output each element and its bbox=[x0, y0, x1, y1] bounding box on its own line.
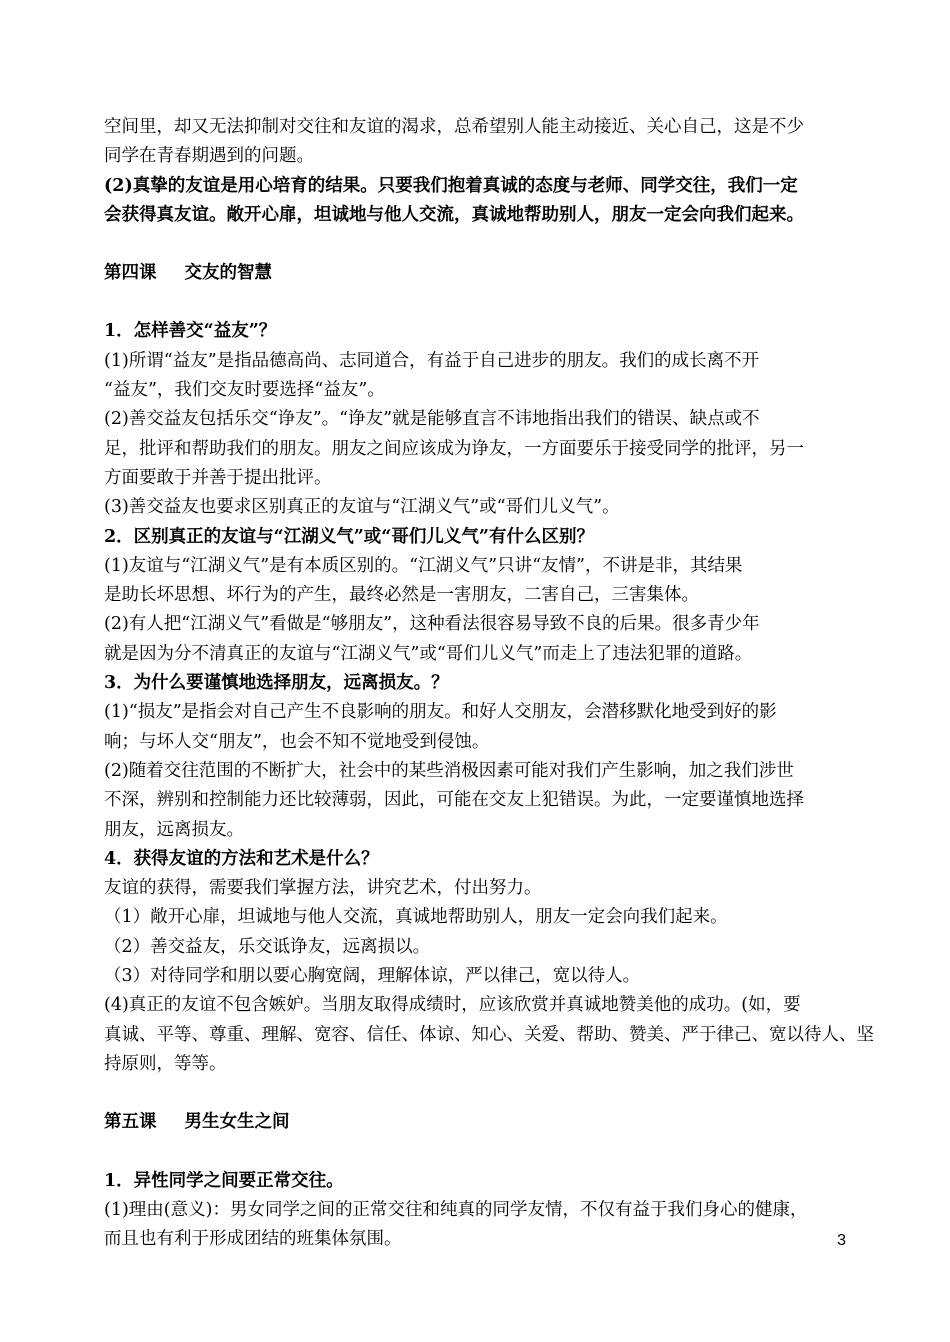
question-heading: 4．获得友谊的方法和艺术是什么？ bbox=[104, 848, 379, 869]
lesson4-q1 bbox=[104, 317, 850, 522]
question-heading: 1．异性同学之间要正常交往。 bbox=[104, 1170, 344, 1191]
lesson-number: 第五课 bbox=[104, 1112, 157, 1133]
lesson4-q4 bbox=[104, 845, 874, 1079]
text-line: 方面要敢于并善于提出批评。 bbox=[104, 467, 332, 488]
question-heading: 3．为什么要谨慎地选择朋友，远离损友。？ bbox=[104, 673, 449, 694]
intro-paragraph bbox=[104, 113, 850, 230]
question-heading: 1．怎样善交“益友”？ bbox=[104, 321, 277, 342]
lesson4-q2 bbox=[104, 523, 850, 669]
text-line: 响；与坏人交“朋友”，也会不知不觉地受到侵蚀。 bbox=[104, 731, 490, 752]
lesson4-title bbox=[104, 259, 850, 288]
text-line: 空间里，却又无法抑制对交往和友谊的渴求，总希望别人能主动接近、关心自己，这是不少 bbox=[104, 117, 804, 137]
text-line: (1)“损友”是指会对自己产生不良影响的朋友。和好人交朋友，会潜移默化地受到好的影 bbox=[104, 702, 777, 723]
text-line: 友谊的获得，需要我们掌握方法，讲究艺术，付出努力。 bbox=[104, 878, 542, 899]
text-line: 而且也有利于形成团结的班集体氛围。 bbox=[104, 1229, 402, 1250]
text-line: （1）敞开心扉，坦诚地与他人交流，真诚地帮助别人，朋友一定会向我们起来。 bbox=[104, 907, 728, 928]
question-heading: 2．区别真正的友谊与“江湖义气”或“哥们儿义气”有什么区别？ bbox=[104, 526, 594, 547]
document-page bbox=[104, 113, 874, 1254]
text-line: (1)理由(意义)：男女同学之间的正常交往和纯真的同学友情，不仅有益于我们身心的健康， bbox=[104, 1199, 808, 1220]
text-line: (1)友谊与“江湖义气”是有本质区别的。“江湖义气”只讲“友情”，不讲是非，其结果 bbox=[104, 555, 743, 576]
text-line: (2)随着交往范围的不断扩大，社会中的某些消极因素可能对我们产生影响，加之我们涉世 bbox=[104, 760, 794, 781]
text-line: (1)所谓“益友”是指品德高尚、志同道合，有益于自己进步的朋友。我们的成长离不开 bbox=[104, 350, 760, 371]
lesson5-title bbox=[104, 1108, 850, 1137]
text-line: （3）对待同学和朋以要心胸宽阔，理解体谅，严以律己，宽以待人。 bbox=[104, 966, 641, 987]
text-line: 不深，辨别和控制能力还比较薄弱，因此，可能在交友上犯错误。为此，一定要谨慎地选择 bbox=[104, 790, 804, 811]
lesson4-q3 bbox=[104, 669, 850, 845]
bold-text-line: (2)真挚的友谊是用心培育的结果。只要我们抱着真诚的态度与老师、同学交往，我们一定 bbox=[104, 175, 798, 196]
page-number: 3 bbox=[837, 1232, 846, 1249]
lesson5-q1 bbox=[104, 1167, 850, 1255]
text-line: (3)善交益友也要求区别真正的友谊与“江湖义气”或“哥们儿义气”。 bbox=[104, 497, 620, 518]
text-line: 足，批评和帮助我们的朋友。朋友之间应该成为诤友，一方面要乐于接受同学的批评，另一 bbox=[104, 438, 804, 459]
text-line: 就是因为分不清真正的友谊与“江湖义气”或“哥们儿义气”而走上了违法犯罪的道路。 bbox=[104, 643, 753, 664]
text-line: 是助长坏思想、坏行为的产生，最终必然是一害朋友，二害自己，三害集体。 bbox=[104, 585, 699, 606]
text-line: (4)真正的友谊不包含嫉妒。当朋友取得成绩时，应该欣赏并真诚地赞美他的成功。(如，要 bbox=[104, 995, 801, 1016]
text-line: (2)有人把“江湖义气”看做是“够朋友”，这种看法很容易导致不良的后果。很多青少年 bbox=[104, 614, 760, 635]
bold-text-line: 会获得真友谊。敞开心扉，坦诚地与他人交流，真诚地帮助别人，朋友一定会向我们起来。 bbox=[104, 204, 804, 225]
lesson-number: 第四课 bbox=[104, 263, 157, 284]
text-line: 真诚、平等、尊重、理解、宽容、信任、体谅、知心、关爱、帮助、赞美、严于律己、宽以待人、坚 bbox=[104, 1024, 874, 1045]
lesson-name: 交友的智慧 bbox=[184, 263, 272, 284]
lesson-name: 男生女生之间 bbox=[184, 1112, 290, 1133]
text-line: 持原则，等等。 bbox=[104, 1053, 227, 1074]
text-line: 同学在青春期遇到的问题。 bbox=[104, 146, 314, 167]
text-line: 朋友，远离损友。 bbox=[104, 819, 244, 840]
text-line: （2）善交益友，乐交诋诤友，远离损以。 bbox=[104, 936, 431, 957]
text-line: “益友”，我们交友时要选择“益友”。 bbox=[104, 380, 385, 401]
text-line: (2)善交益友包括乐交“诤友”。“诤友”就是能够直言不讳地指出我们的错误、缺点或不 bbox=[104, 409, 760, 430]
